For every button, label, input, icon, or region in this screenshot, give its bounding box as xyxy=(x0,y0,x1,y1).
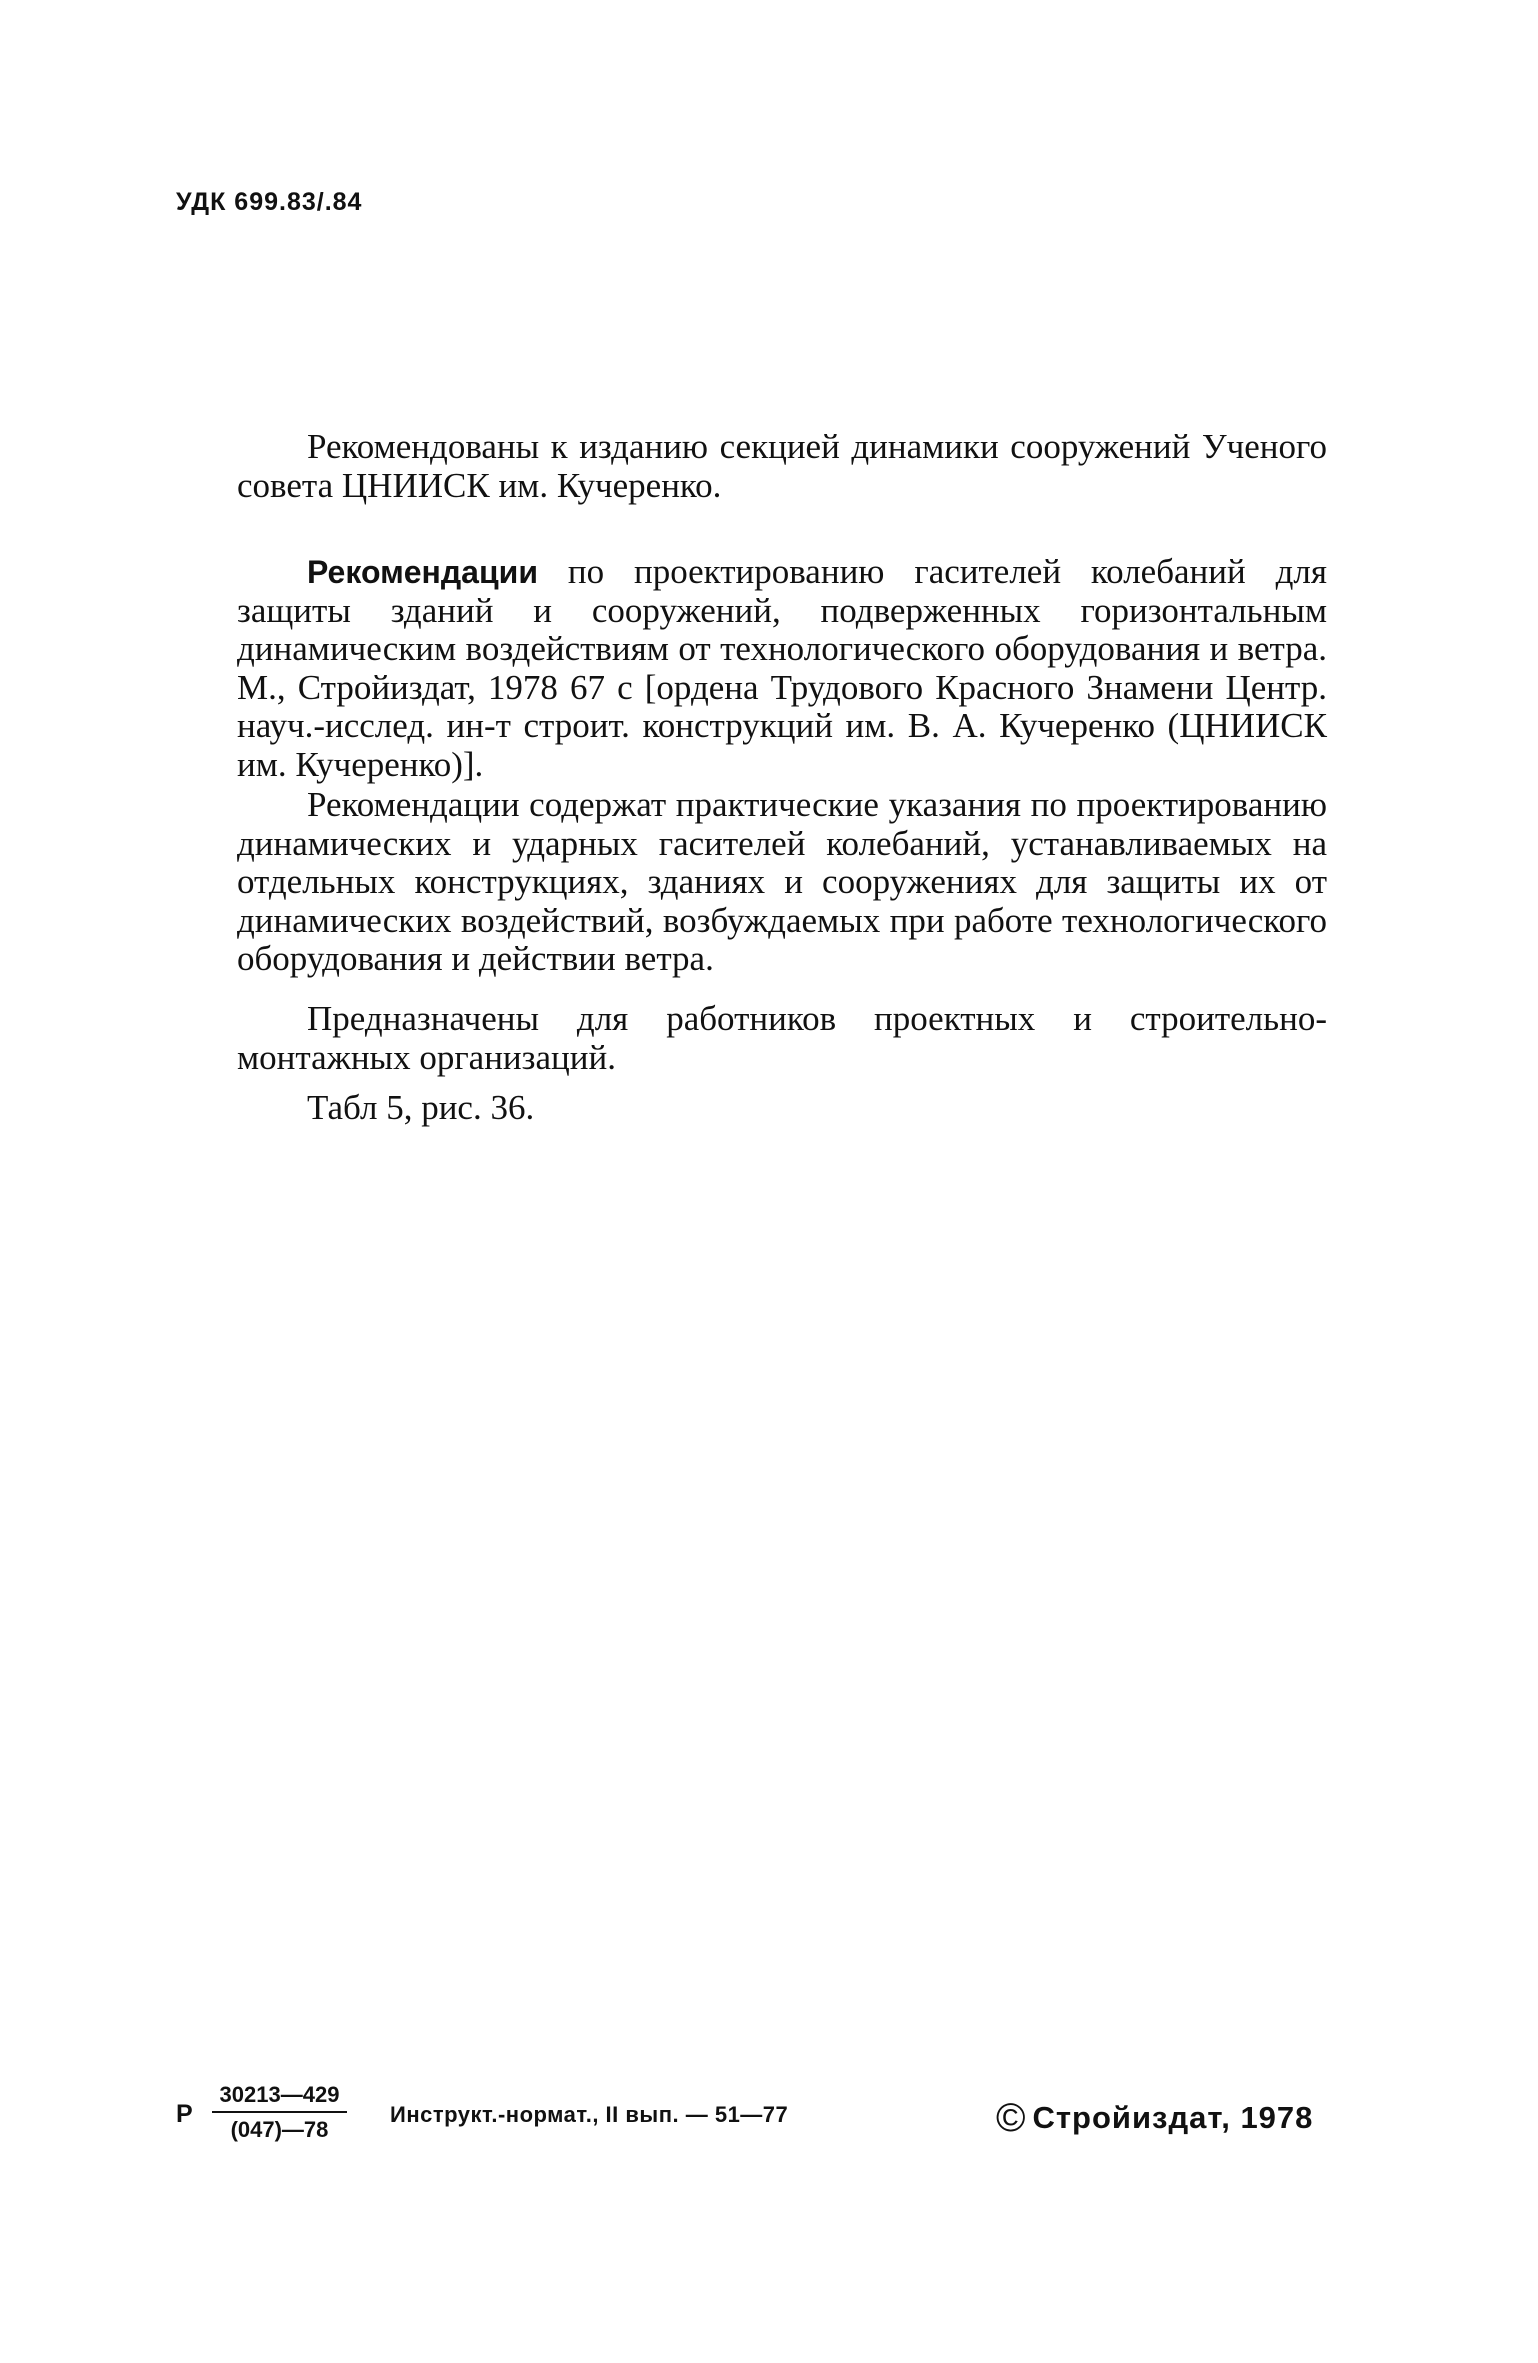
index-numerator: 30213—429 xyxy=(212,2082,347,2113)
tables-figures-count: Табл 5, рис. 36. xyxy=(307,1088,535,1127)
recommendation-note xyxy=(237,428,1327,505)
copyright-text: Стройиздат, 1978 xyxy=(1032,2100,1314,2135)
abstract-citation-text: по проектированию гасителей колебаний для защиты зданий и сооружений, подверженных горизонтальным динамическим воздействиям от технологического оборудования и ветра. М., Стройиздат, 1978 67 с [ордена Трудового Красного Знамени Центр. науч.-исслед. ин-т строит. конструкций им. В. А. Кучеренко (ЦНИИСК им. Кучеренко)]. xyxy=(237,552,1327,784)
index-letter: Р xyxy=(176,2100,193,2128)
abstract-citation xyxy=(237,553,1327,784)
recommended-text: Рекомендованы к изданию секцией динамики сооружений Ученого совета ЦНИИСК им. Кучеренко. xyxy=(237,427,1327,505)
purpose-text: Предназначены для работников проектных и строительно-монтажных организаций. xyxy=(237,999,1327,1077)
imprint-footer xyxy=(176,2082,1366,2162)
udk-code: УДК 699.83/.84 xyxy=(176,188,363,216)
index-fraction xyxy=(212,2082,347,2143)
instruction-series: Инструкт.-нормат., II вып. — 51—77 xyxy=(390,2102,789,2127)
copyright-icon: © xyxy=(996,2096,1027,2140)
abstract-lead: Рекомендации xyxy=(307,554,538,590)
abstract-block xyxy=(237,553,1327,979)
index-denominator: (047)—78 xyxy=(230,2117,329,2142)
abstract-content: Рекомендации содержат практические указания по проектированию динамических и ударных гасителей колебаний, устанавливаемых на отдельных конструкциях, зданиях и сооружениях для защиты их от динамических воздействий, возбуждаемых при работе технологического оборудования и действии ветра. xyxy=(237,785,1327,978)
purpose-block xyxy=(237,1000,1327,1077)
copyright-notice xyxy=(996,2096,1313,2141)
